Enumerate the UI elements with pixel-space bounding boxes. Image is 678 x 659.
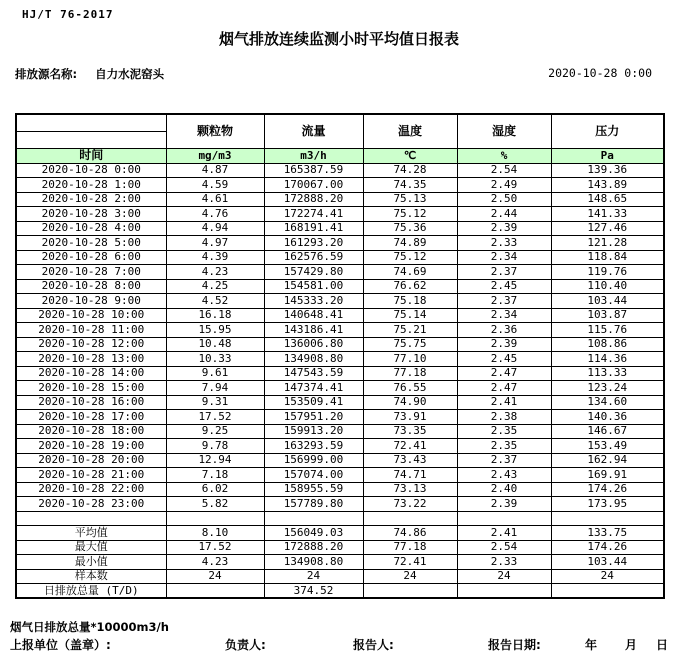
row-value-cell: 2.33 — [457, 236, 551, 251]
table-header — [16, 114, 664, 163]
row-value-cell: 115.76 — [551, 323, 664, 338]
row-value-cell: 110.40 — [551, 279, 664, 294]
row-value-cell: 9.78 — [166, 439, 264, 454]
row-value-cell: 4.52 — [166, 294, 264, 309]
row-time-cell: 2020-10-28 23:00 — [16, 497, 166, 512]
row-value-cell: 4.76 — [166, 207, 264, 222]
row-time-cell: 2020-10-28 7:00 — [16, 265, 166, 280]
row-value-cell: 157074.00 — [264, 468, 363, 483]
table-row — [16, 323, 664, 338]
row-value-cell: 162.94 — [551, 453, 664, 468]
row-time-cell: 2020-10-28 9:00 — [16, 294, 166, 309]
row-value-cell: 113.33 — [551, 366, 664, 381]
summary-value-cell: 24 — [551, 569, 664, 584]
row-value-cell: 108.86 — [551, 337, 664, 352]
row-value-cell: 172274.41 — [264, 207, 363, 222]
row-time-cell: 2020-10-28 22:00 — [16, 482, 166, 497]
table-row — [16, 221, 664, 236]
row-value-cell: 170067.00 — [264, 178, 363, 193]
row-value-cell: 4.87 — [166, 163, 264, 178]
row-value-cell: 74.90 — [363, 395, 457, 410]
row-time-cell: 2020-10-28 12:00 — [16, 337, 166, 352]
row-value-cell: 5.82 — [166, 497, 264, 512]
row-value-cell: 159913.20 — [264, 424, 363, 439]
summary-label-cell: 平均值 — [16, 526, 166, 541]
time-header-cell: 时间 — [16, 148, 166, 163]
row-value-cell: 10.33 — [166, 352, 264, 367]
row-value-cell: 6.02 — [166, 482, 264, 497]
row-value-cell: 146.67 — [551, 424, 664, 439]
col-header-humidity: 湿度 — [457, 114, 551, 148]
row-time-cell: 2020-10-28 8:00 — [16, 279, 166, 294]
spacer-cell — [166, 511, 264, 526]
row-time-cell: 2020-10-28 5:00 — [16, 236, 166, 251]
table-row — [16, 366, 664, 381]
row-value-cell: 147543.59 — [264, 366, 363, 381]
header-split-line — [16, 131, 166, 132]
row-time-cell: 2020-10-28 4:00 — [16, 221, 166, 236]
unit-humidity: % — [457, 148, 551, 163]
row-value-cell: 140.36 — [551, 410, 664, 425]
header-row-units — [16, 148, 664, 163]
summary-value-cell: 77.18 — [363, 540, 457, 555]
responsible-person-label: 负责人: — [225, 638, 266, 652]
table-row — [16, 497, 664, 512]
row-value-cell: 2.44 — [457, 207, 551, 222]
summary-value-cell: 2.54 — [457, 540, 551, 555]
row-value-cell: 4.94 — [166, 221, 264, 236]
row-time-cell: 2020-10-28 18:00 — [16, 424, 166, 439]
row-value-cell: 153509.41 — [264, 395, 363, 410]
unit-particulate: mg/m3 — [166, 148, 264, 163]
table-row — [16, 279, 664, 294]
header-blank-cell — [16, 114, 166, 148]
row-value-cell: 163293.59 — [264, 439, 363, 454]
row-value-cell: 75.12 — [363, 250, 457, 265]
row-value-cell: 143186.41 — [264, 323, 363, 338]
spacer-row — [16, 511, 664, 526]
summary-value-cell: 133.75 — [551, 526, 664, 541]
spacer-cell — [457, 511, 551, 526]
row-value-cell: 2.39 — [457, 221, 551, 236]
row-value-cell: 4.25 — [166, 279, 264, 294]
summary-value-cell: 103.44 — [551, 555, 664, 570]
row-value-cell: 148.65 — [551, 192, 664, 207]
day-label: 日 — [656, 638, 669, 652]
month-label: 月 — [625, 638, 638, 652]
row-value-cell: 16.18 — [166, 308, 264, 323]
row-value-cell: 173.95 — [551, 497, 664, 512]
summary-value-cell: 374.52 — [264, 584, 363, 599]
summary-value-cell: 2.33 — [457, 555, 551, 570]
hourly-rows — [16, 163, 664, 511]
row-value-cell: 9.25 — [166, 424, 264, 439]
row-value-cell: 114.36 — [551, 352, 664, 367]
row-value-cell: 7.94 — [166, 381, 264, 396]
summary-rows — [16, 526, 664, 599]
summary-label-cell: 日排放总量 (T/D) — [16, 584, 166, 599]
row-value-cell: 74.28 — [363, 163, 457, 178]
emission-source-line — [15, 66, 164, 82]
row-value-cell: 75.14 — [363, 308, 457, 323]
table-row — [16, 163, 664, 178]
row-value-cell: 172888.20 — [264, 192, 363, 207]
row-value-cell: 75.21 — [363, 323, 457, 338]
unit-temperature: ℃ — [363, 148, 457, 163]
row-value-cell: 4.61 — [166, 192, 264, 207]
row-value-cell: 2.34 — [457, 308, 551, 323]
row-value-cell: 174.26 — [551, 482, 664, 497]
row-value-cell: 2.47 — [457, 366, 551, 381]
row-value-cell: 9.61 — [166, 366, 264, 381]
row-time-cell: 2020-10-28 13:00 — [16, 352, 166, 367]
hourly-average-table — [15, 113, 665, 599]
report-datetime: 2020-10-28 0:00 — [548, 66, 652, 80]
row-value-cell: 74.69 — [363, 265, 457, 280]
summary-label-cell: 最小值 — [16, 555, 166, 570]
row-value-cell: 2.41 — [457, 395, 551, 410]
row-value-cell: 134908.80 — [264, 352, 363, 367]
row-value-cell: 12.94 — [166, 453, 264, 468]
table-row — [16, 395, 664, 410]
row-value-cell: 75.36 — [363, 221, 457, 236]
unit-pressure: Pa — [551, 148, 664, 163]
spacer-cell — [363, 511, 457, 526]
summary-value-cell — [551, 584, 664, 599]
summary-label-cell: 最大值 — [16, 540, 166, 555]
row-time-cell: 2020-10-28 17:00 — [16, 410, 166, 425]
row-value-cell: 2.43 — [457, 468, 551, 483]
row-value-cell: 153.49 — [551, 439, 664, 454]
row-value-cell: 162576.59 — [264, 250, 363, 265]
row-value-cell: 74.71 — [363, 468, 457, 483]
row-value-cell: 2.50 — [457, 192, 551, 207]
col-header-temperature: 温度 — [363, 114, 457, 148]
summary-row — [16, 569, 664, 584]
row-value-cell: 72.41 — [363, 439, 457, 454]
row-value-cell: 147374.41 — [264, 381, 363, 396]
row-value-cell: 9.31 — [166, 395, 264, 410]
summary-row — [16, 526, 664, 541]
row-time-cell: 2020-10-28 3:00 — [16, 207, 166, 222]
summary-row — [16, 555, 664, 570]
table-row — [16, 265, 664, 280]
spacer-cell — [264, 511, 363, 526]
row-value-cell: 2.35 — [457, 424, 551, 439]
row-value-cell: 17.52 — [166, 410, 264, 425]
row-value-cell: 4.97 — [166, 236, 264, 251]
row-value-cell: 2.34 — [457, 250, 551, 265]
row-value-cell: 2.45 — [457, 352, 551, 367]
spacer-cell — [16, 511, 166, 526]
row-value-cell: 154581.00 — [264, 279, 363, 294]
table-row — [16, 236, 664, 251]
row-value-cell: 139.36 — [551, 163, 664, 178]
daily-total-note: 烟气日排放总量*10000m3/h — [10, 620, 169, 634]
row-value-cell: 73.13 — [363, 482, 457, 497]
table-row — [16, 337, 664, 352]
row-value-cell: 7.18 — [166, 468, 264, 483]
table-row — [16, 178, 664, 193]
summary-row — [16, 540, 664, 555]
row-value-cell: 161293.20 — [264, 236, 363, 251]
row-value-cell: 2.45 — [457, 279, 551, 294]
summary-label-cell: 样本数 — [16, 569, 166, 584]
row-time-cell: 2020-10-28 11:00 — [16, 323, 166, 338]
row-time-cell: 2020-10-28 0:00 — [16, 163, 166, 178]
emission-source-name: 自力水泥窑头 — [95, 67, 165, 81]
row-value-cell: 119.76 — [551, 265, 664, 280]
row-value-cell: 169.91 — [551, 468, 664, 483]
row-value-cell: 165387.59 — [264, 163, 363, 178]
row-value-cell: 2.37 — [457, 265, 551, 280]
row-value-cell: 145333.20 — [264, 294, 363, 309]
summary-value-cell — [457, 584, 551, 599]
summary-value-cell: 174.26 — [551, 540, 664, 555]
row-value-cell: 2.49 — [457, 178, 551, 193]
row-value-cell: 127.46 — [551, 221, 664, 236]
row-value-cell: 74.35 — [363, 178, 457, 193]
header-row-params — [16, 114, 664, 148]
row-time-cell: 2020-10-28 2:00 — [16, 192, 166, 207]
row-value-cell: 75.12 — [363, 207, 457, 222]
row-time-cell: 2020-10-28 10:00 — [16, 308, 166, 323]
row-value-cell: 157951.20 — [264, 410, 363, 425]
summary-value-cell: 172888.20 — [264, 540, 363, 555]
row-value-cell: 76.55 — [363, 381, 457, 396]
summary-value-cell: 2.41 — [457, 526, 551, 541]
row-value-cell: 2.37 — [457, 453, 551, 468]
row-value-cell: 4.39 — [166, 250, 264, 265]
row-value-cell: 158955.59 — [264, 482, 363, 497]
table-row — [16, 424, 664, 439]
table-row — [16, 468, 664, 483]
row-value-cell: 4.59 — [166, 178, 264, 193]
row-value-cell: 118.84 — [551, 250, 664, 265]
summary-value-cell: 17.52 — [166, 540, 264, 555]
row-value-cell: 2.47 — [457, 381, 551, 396]
year-label: 年 — [585, 638, 598, 652]
row-time-cell: 2020-10-28 6:00 — [16, 250, 166, 265]
summary-value-cell — [363, 584, 457, 599]
table-row — [16, 439, 664, 454]
table-row — [16, 453, 664, 468]
row-value-cell: 103.87 — [551, 308, 664, 323]
row-value-cell: 75.18 — [363, 294, 457, 309]
table-row — [16, 207, 664, 222]
row-value-cell: 77.10 — [363, 352, 457, 367]
summary-value-cell: 74.86 — [363, 526, 457, 541]
row-value-cell: 76.62 — [363, 279, 457, 294]
row-value-cell: 10.48 — [166, 337, 264, 352]
row-value-cell: 73.43 — [363, 453, 457, 468]
row-time-cell: 2020-10-28 1:00 — [16, 178, 166, 193]
emission-source-label: 排放源名称: — [15, 67, 78, 81]
row-time-cell: 2020-10-28 15:00 — [16, 381, 166, 396]
summary-value-cell: 156049.03 — [264, 526, 363, 541]
row-value-cell: 140648.41 — [264, 308, 363, 323]
table-row — [16, 410, 664, 425]
row-value-cell: 156999.00 — [264, 453, 363, 468]
page-title: 烟气排放连续监测小时平均值日报表 — [218, 30, 459, 48]
col-header-particulate: 颗粒物 — [166, 114, 264, 148]
row-value-cell: 157789.80 — [264, 497, 363, 512]
row-value-cell: 2.39 — [457, 497, 551, 512]
row-value-cell: 143.89 — [551, 178, 664, 193]
table-row — [16, 192, 664, 207]
row-value-cell: 75.13 — [363, 192, 457, 207]
col-header-pressure: 压力 — [551, 114, 664, 148]
row-value-cell: 121.28 — [551, 236, 664, 251]
row-value-cell: 123.24 — [551, 381, 664, 396]
reporter-label: 报告人: — [353, 638, 394, 652]
row-value-cell: 103.44 — [551, 294, 664, 309]
row-value-cell: 157429.80 — [264, 265, 363, 280]
summary-value-cell: 24 — [363, 569, 457, 584]
summary-value-cell: 4.23 — [166, 555, 264, 570]
row-value-cell: 73.35 — [363, 424, 457, 439]
row-value-cell: 134.60 — [551, 395, 664, 410]
row-value-cell: 168191.41 — [264, 221, 363, 236]
row-time-cell: 2020-10-28 21:00 — [16, 468, 166, 483]
table-row — [16, 250, 664, 265]
row-time-cell: 2020-10-28 19:00 — [16, 439, 166, 454]
row-time-cell: 2020-10-28 16:00 — [16, 395, 166, 410]
summary-value-cell: 8.10 — [166, 526, 264, 541]
row-value-cell: 2.54 — [457, 163, 551, 178]
table-row — [16, 482, 664, 497]
table-row — [16, 308, 664, 323]
row-value-cell: 73.22 — [363, 497, 457, 512]
row-value-cell: 141.33 — [551, 207, 664, 222]
standard-number: HJ/T 76-2017 — [22, 8, 114, 21]
summary-row — [16, 584, 664, 599]
row-value-cell: 2.35 — [457, 439, 551, 454]
row-value-cell: 75.75 — [363, 337, 457, 352]
table-row — [16, 352, 664, 367]
row-value-cell: 15.95 — [166, 323, 264, 338]
row-value-cell: 2.40 — [457, 482, 551, 497]
row-value-cell: 74.89 — [363, 236, 457, 251]
row-time-cell: 2020-10-28 20:00 — [16, 453, 166, 468]
col-header-flow: 流量 — [264, 114, 363, 148]
row-value-cell: 2.38 — [457, 410, 551, 425]
row-value-cell: 77.18 — [363, 366, 457, 381]
row-value-cell: 2.36 — [457, 323, 551, 338]
row-value-cell: 2.39 — [457, 337, 551, 352]
row-value-cell: 136006.80 — [264, 337, 363, 352]
spacer-cell — [551, 511, 664, 526]
row-value-cell: 4.23 — [166, 265, 264, 280]
summary-value-cell: 24 — [166, 569, 264, 584]
row-value-cell: 73.91 — [363, 410, 457, 425]
report-unit-label: 上报单位（盖章）: — [10, 638, 111, 652]
summary-value-cell — [166, 584, 264, 599]
summary-value-cell: 24 — [457, 569, 551, 584]
unit-flow: m3/h — [264, 148, 363, 163]
row-time-cell: 2020-10-28 14:00 — [16, 366, 166, 381]
table-row — [16, 381, 664, 396]
summary-value-cell: 24 — [264, 569, 363, 584]
summary-value-cell: 134908.80 — [264, 555, 363, 570]
row-value-cell: 2.37 — [457, 294, 551, 309]
report-date-label: 报告日期: — [488, 638, 541, 652]
summary-value-cell: 72.41 — [363, 555, 457, 570]
spacer-section — [16, 511, 664, 526]
table-row — [16, 294, 664, 309]
